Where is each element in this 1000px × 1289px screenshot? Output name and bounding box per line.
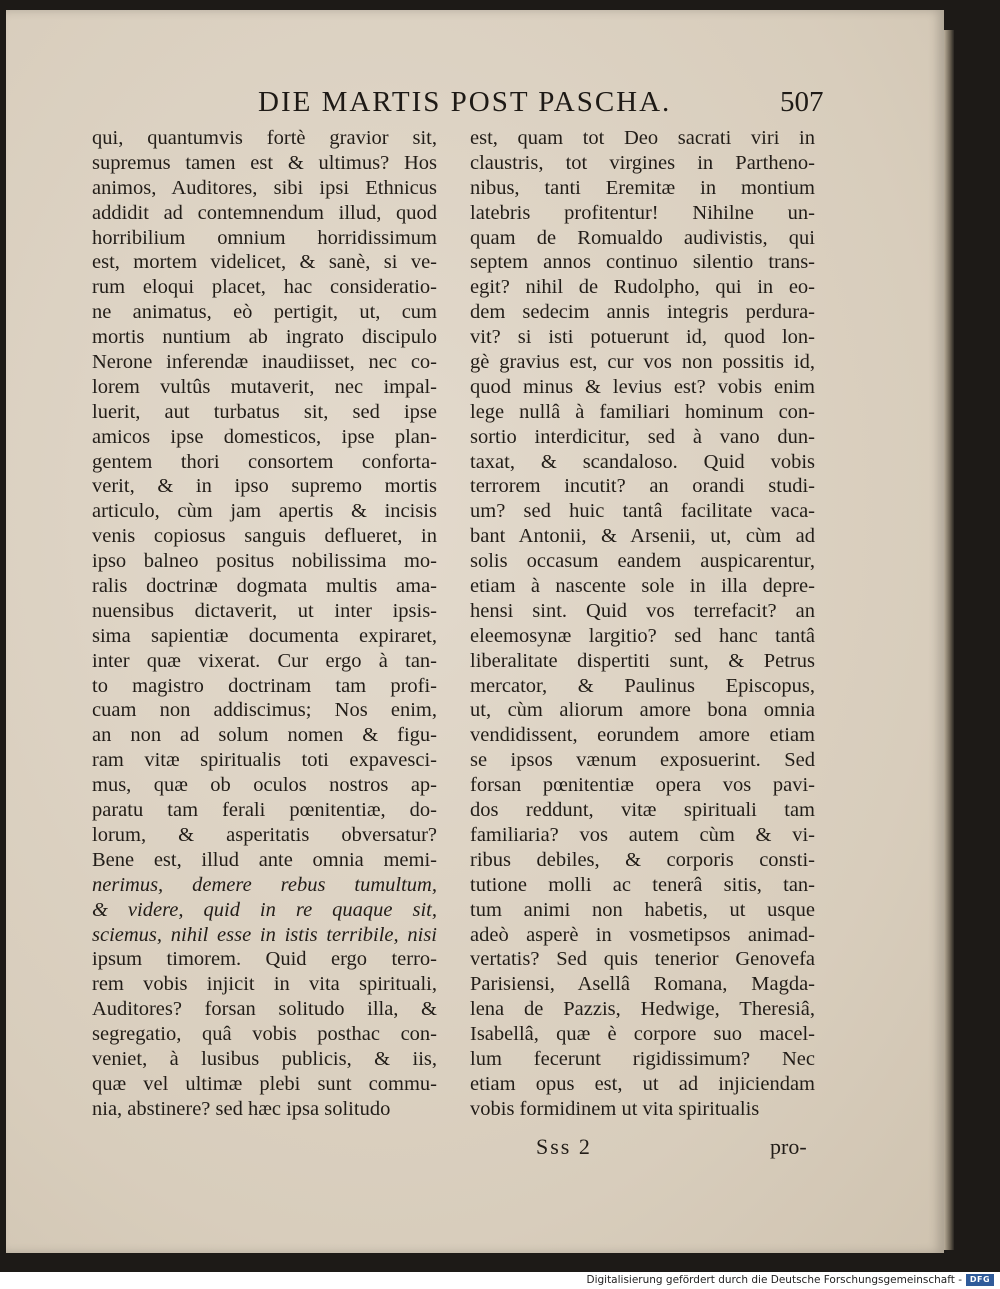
text-line: ne animatus, eò pertigit, ut, cum <box>92 301 437 324</box>
text-line: sortio interdicitur, sed à vano dun- <box>470 425 815 448</box>
text-line: addidit ad contemnendum illud, quod <box>92 201 437 224</box>
text-line: se ipsos vænum exposuerint. Sed <box>470 749 815 772</box>
text-line: veniet, à lusibus publicis, & iis, <box>92 1047 437 1070</box>
text-line: horribilium omnium horridissimum <box>92 226 437 249</box>
text-line: vertatis? Sed quis tenerior Genovefa <box>470 948 815 971</box>
text-line: lum fecerunt rigidissimum? Nec <box>470 1047 815 1070</box>
text-line: ipso balneo positus nobilissima mo- <box>92 550 437 573</box>
text-line: adeò asperè in vosmetipsos animad- <box>470 923 815 946</box>
text-line: to magistro doctrinam tam profi- <box>92 674 437 697</box>
left-text-column <box>92 126 437 1122</box>
text-line: Parisiensi, Asellâ Romana, Magda- <box>470 973 815 996</box>
text-line: mortis nuntium ab ingrato discipulo <box>92 326 437 349</box>
text-line: paratu tam ferali pœnitentiæ, do- <box>92 799 437 822</box>
text-line: vit? si isti potuerunt id, quod lon- <box>470 326 815 349</box>
text-line: luerit, aut turbatus sit, sed ipse <box>92 400 437 423</box>
text-line: Auditores? forsan solitudo illa, & <box>92 998 437 1021</box>
page-number: 507 <box>780 86 824 118</box>
text-line: um? sed huic tantâ facilitate vaca- <box>470 500 815 523</box>
text-line: liberalitate dispertiti sunt, & Petrus <box>470 649 815 672</box>
catchword: pro- <box>770 1134 807 1159</box>
text-line: rum eloqui placet, hac consideratio- <box>92 276 437 299</box>
text-line: etiam à nascente sole in illa depre- <box>470 575 815 598</box>
text-line: hensi sint. Quid vos terrefacit? an <box>470 599 815 622</box>
text-line: Isabellâ, quæ è corpore suo macel- <box>470 1023 815 1046</box>
text-line: ut, cùm aliorum amore bona omnia <box>470 699 815 722</box>
text-line: gentem thori consortem conforta- <box>92 450 437 473</box>
text-line: latebris profitentur! Nihilne un- <box>470 201 815 224</box>
page-edge <box>944 30 954 1250</box>
text-line: dem sedecim annis integris perdura- <box>470 301 815 324</box>
text-line: amicos ipse domesticos, ipse plan- <box>92 425 437 448</box>
text-line: quam de Romualdo audivistis, qui <box>470 226 815 249</box>
text-line: tum animi non habetis, ut usque <box>470 898 815 921</box>
dfg-logo: DFG <box>966 1274 994 1286</box>
text-line: segregatio, quâ vobis posthac con- <box>92 1023 437 1046</box>
text-line: taxat, & scandaloso. Quid vobis <box>470 450 815 473</box>
text-line: sciemus, nihil esse in istis terribile, nisi <box>92 923 437 946</box>
text-line: ram vitæ spiritualis toti expavesci- <box>92 749 437 772</box>
credit-bar <box>0 1272 1000 1289</box>
text-line: vendidissent, eorundem amore etiam <box>470 724 815 747</box>
text-line: supremus tamen est & ultimus? Hos <box>92 151 437 174</box>
text-line: rem vobis injicit in vita spirituali, <box>92 973 437 996</box>
text-line: ipsum timorem. Quid ergo terro- <box>92 948 437 971</box>
text-line: mus, quæ ob oculos nostros ap- <box>92 774 437 797</box>
text-line: terrorem incutit? an orandi studi- <box>470 475 815 498</box>
text-line: inter quæ vixerat. Cur ergo à tan- <box>92 649 437 672</box>
text-line: quod minus & levius est? vobis enim <box>470 375 815 398</box>
text-line: animos, Auditores, sibi ipsi Ethnicus <box>92 176 437 199</box>
text-line: nuensibus dictaverit, ut inter ipsis- <box>92 599 437 622</box>
text-line: ralis doctrinæ dogmata multis ama- <box>92 575 437 598</box>
credit-text: Digitalisierung gefördert durch die Deutsche Forschungsgemeinschaft - <box>586 1274 962 1286</box>
text-line: verit, & in ipso supremo mortis <box>92 475 437 498</box>
text-line: qui, quantumvis fortè gravior sit, <box>92 127 437 149</box>
text-line: tutione molli ac tenerâ sitis, tan- <box>470 873 815 896</box>
text-line: lorum, & asperitatis obversatur? <box>92 823 437 846</box>
text-line: nia, abstinere? sed hæc ipsa solitudo <box>92 1097 391 1120</box>
text-line: gè gravius est, cur vos non possitis id, <box>470 351 815 374</box>
text-line: ribus debiles, & corporis consti- <box>470 848 815 871</box>
signature-mark: Sss 2 <box>536 1134 592 1159</box>
text-line: claustris, tot virgines in Partheno- <box>470 151 815 174</box>
running-head: DIE MARTIS POST PASCHA. <box>258 86 672 118</box>
text-line: eleemosynæ largitio? sed hanc tantâ <box>470 624 815 647</box>
text-line: nerimus, demere rebus tumultum, <box>92 873 437 896</box>
text-line: lena de Pazzis, Hedwige, Theresiâ, <box>470 998 815 1021</box>
text-line: an non ad solum nomen & figu- <box>92 724 437 747</box>
text-line: familiaria? vos autem cùm & vi- <box>470 823 815 846</box>
text-line: solis occasum eandem auspicarentur, <box>470 550 815 573</box>
text-line: lege nullâ à familiari hominum con- <box>470 400 815 423</box>
text-line: bant Antonii, & Arsenii, ut, cùm ad <box>470 525 815 548</box>
text-line: septem annos continuo silentio trans- <box>470 251 815 274</box>
text-line: est, mortem videlicet, & sanè, si ve- <box>92 251 437 274</box>
text-line: etiam opus est, ut ad injiciendam <box>470 1072 815 1095</box>
text-line: forsan pœnitentiæ opera vos pavi- <box>470 774 815 797</box>
text-line: venis copiosus sanguis deflueret, in <box>92 525 437 548</box>
text-line: articulo, cùm jam apertis & incisis <box>92 500 437 523</box>
text-line: nibus, tanti Eremitæ in montium <box>470 176 815 199</box>
text-line: Nerone inferendæ inaudiisset, nec co- <box>92 351 437 374</box>
text-line: est, quam tot Deo sacrati viri in <box>470 127 815 149</box>
text-line: mercator, & Paulinus Episcopus, <box>470 674 815 697</box>
text-line: Bene est, illud ante omnia memi- <box>92 848 437 871</box>
text-line: & videre, quid in re quaque sit, <box>92 898 437 921</box>
text-line: cuam non addiscimus; Nos enim, <box>92 699 437 722</box>
text-line: lorem vultûs mutaverit, nec impal- <box>92 375 437 398</box>
text-line: sima sapientiæ documenta expiraret, <box>92 624 437 647</box>
text-line: dos reddunt, vitæ spirituali tam <box>470 799 815 822</box>
text-line: vobis formidinem ut vita spiritualis <box>470 1097 760 1120</box>
text-line: quæ vel ultimæ plebi sunt commu- <box>92 1072 437 1095</box>
text-line: egit? nihil de Rudolpho, qui in eo- <box>470 276 815 299</box>
right-text-column <box>470 126 815 1122</box>
